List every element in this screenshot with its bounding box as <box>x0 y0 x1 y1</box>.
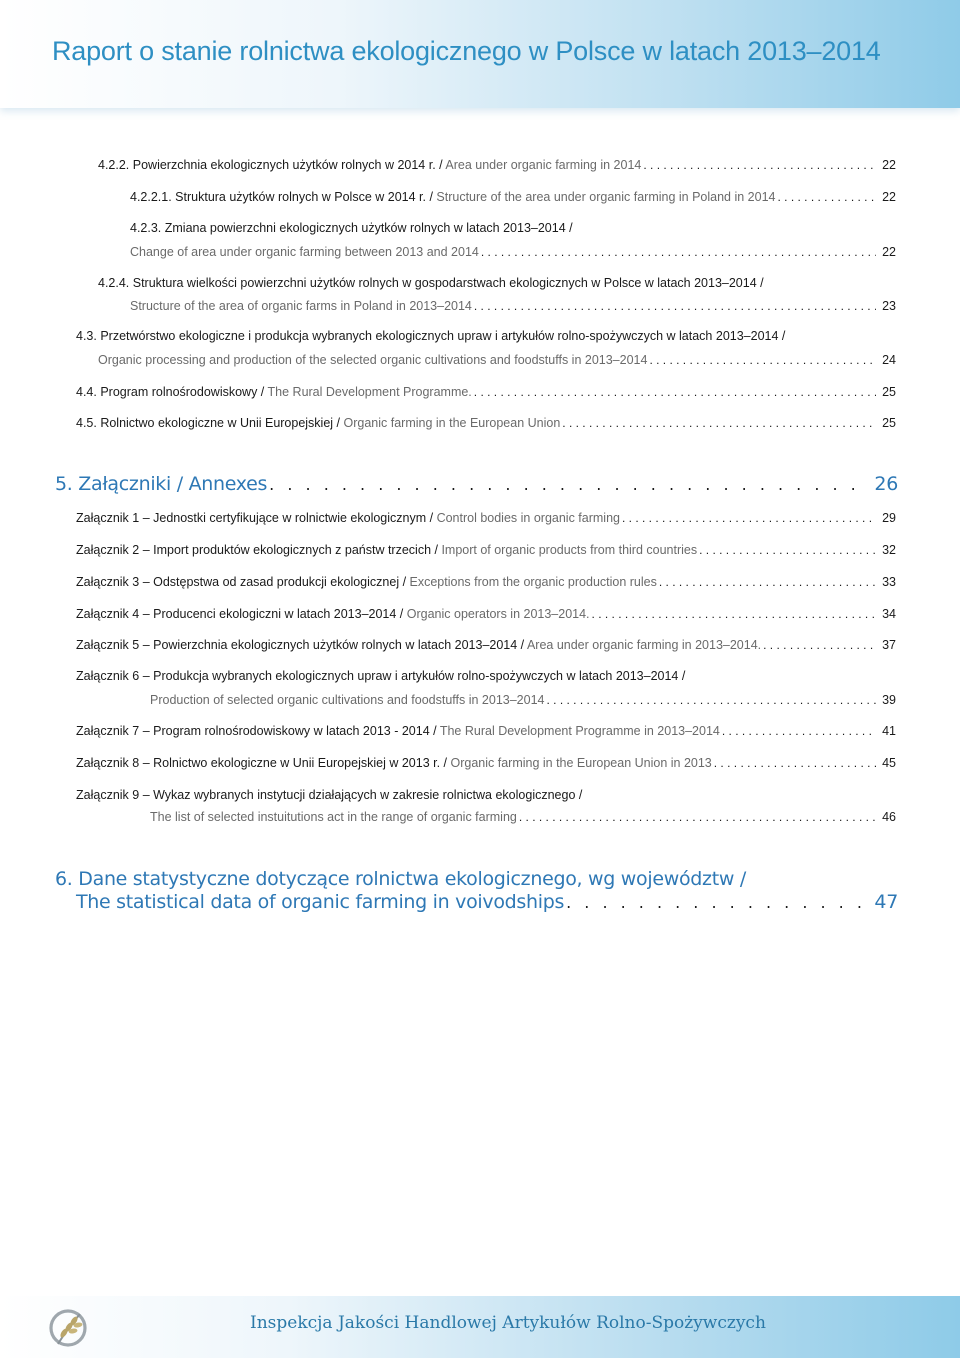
annex-entry-9-pl[interactable]: Załącznik 9 – Wykaz wybranych instytucji działających w zakresie rolnictwa ekologicznego / <box>76 788 583 802</box>
toc-page-number: 45 <box>882 756 896 770</box>
annex-entry-5[interactable] <box>76 638 896 652</box>
toc-entry-en: The Rural Development Programme. <box>267 385 472 399</box>
dot-leader <box>474 299 876 313</box>
toc-page-number: 22 <box>882 190 896 204</box>
toc-entry-pl: 4.2.2. Powierzchnia ekologicznych użytków rolnych w 2014 r. / <box>98 158 446 172</box>
annex-pl: Załącznik 3 – Odstępstwa od zasad produkcji ekologicznej / <box>76 575 410 589</box>
dot-leader <box>562 416 876 430</box>
toc-entry-pl: 4.4. Program rolnośrodowiskowy / <box>76 385 268 399</box>
annex-pl: Załącznik 5 – Powierzchnia ekologicznych użytków rolnych w latach 2013–2014 / <box>76 638 527 652</box>
toc-page-number: 22 <box>882 245 896 259</box>
dot-leader <box>649 353 876 367</box>
annex-en: The list of selected instuitutions act in the range of organic farming <box>150 810 517 824</box>
annex-label <box>76 575 657 589</box>
annex-entry-2[interactable] <box>76 543 896 557</box>
page-footer <box>0 1296 960 1358</box>
page-title: Raport o stanie rolnictwa ekologicznego w Polsce w latach 2013–2014 <box>52 36 881 66</box>
dot-leader <box>659 575 876 589</box>
toc-page-number: 25 <box>882 416 896 430</box>
toc-entry-en: Structure of the area of organic farms in Poland in 2013–2014 <box>130 299 472 313</box>
toc-page-number: 46 <box>882 810 896 824</box>
wheat-logo-icon <box>44 1304 92 1352</box>
toc-entry-4-3[interactable] <box>98 353 896 367</box>
annex-en: Exceptions from the organic production rules <box>409 575 657 589</box>
annex-entry-6-pl[interactable]: Załącznik 6 – Produkcja wybranych ekologicznych upraw i artykułów rolno-spożywczych w latach 2013–2014 / <box>76 669 686 683</box>
dot-leader <box>778 190 877 204</box>
dot-leader <box>519 810 876 824</box>
annex-entry-6[interactable] <box>150 693 896 707</box>
annex-entry-1[interactable] <box>76 511 896 525</box>
dot-leader <box>763 638 876 652</box>
dot-leader <box>643 158 876 172</box>
dot-leader <box>592 607 877 621</box>
toc-page-number: 24 <box>882 353 896 367</box>
annex-entry-4[interactable] <box>76 607 896 621</box>
page-header <box>0 0 960 108</box>
section-heading-en: The statistical data of organic farming in voivodships <box>76 891 565 913</box>
toc-page-number: 33 <box>882 575 896 589</box>
toc-page-number: 23 <box>882 299 896 313</box>
dot-leader <box>622 511 876 525</box>
annex-label <box>76 511 620 525</box>
section-heading: 6. Dane statystyczne dotyczące rolnictwa ekologicznego, wg województw / <box>55 868 746 890</box>
annex-en: Organic farming in the European Union in 2013 <box>450 756 712 770</box>
annex-entry-3[interactable] <box>76 575 896 589</box>
toc-page-number: 34 <box>882 607 896 621</box>
annex-entry-8[interactable] <box>76 756 896 770</box>
toc-entry-pl: 4.2.2.1. Struktura użytków rolnych w Polsce w 2014 r. / <box>130 190 437 204</box>
toc-entry-label <box>130 190 776 204</box>
toc-page-number: 22 <box>882 158 896 172</box>
toc-entry-pl: 4.5. Rolnictwo ekologiczne w Unii Europejskiej / <box>76 416 344 430</box>
dot-leader <box>714 756 876 770</box>
annex-entry-7[interactable] <box>76 724 896 738</box>
toc-page-number: 25 <box>882 385 896 399</box>
section-heading: 5. Załączniki / Annexes <box>55 473 268 495</box>
annex-label <box>76 543 697 557</box>
dot-leader <box>474 385 876 399</box>
annex-en: The Rural Development Programme in 2013–2014 <box>439 724 720 738</box>
footer-institution: Inspekcja Jakości Handlowej Artykułów Rolno-Spożywczych <box>250 1313 766 1333</box>
annex-label <box>76 756 712 770</box>
annex-label <box>76 724 720 738</box>
toc-entry-label <box>76 385 472 399</box>
annex-pl: Załącznik 1 – Jednostki certyfikujące w rolnictwie ekologicznym / <box>76 511 437 525</box>
toc-entry-4-3-pl[interactable]: 4.3. Przetwórstwo ekologiczne i produkcja wybranych ekologicznych upraw i artykułów rolno-spożywczych w latach 2013–2014 / <box>76 329 786 343</box>
annex-pl: Załącznik 4 – Producenci ekologiczni w latach 2013–2014 / <box>76 607 407 621</box>
toc-entry-en: Organic farming in the European Union <box>343 416 561 430</box>
toc-entry-4-4[interactable] <box>76 385 896 399</box>
annex-pl: Załącznik 2 – Import produktów ekologicznych z państw trzecich / <box>76 543 442 557</box>
toc-page-number: 47 <box>874 891 898 913</box>
toc-entry-en: Organic processing and production of the selected organic cultivations and foodstuffs in 2013–2014 <box>98 353 648 367</box>
toc-entry-en: Area under organic farming in 2014 <box>445 158 642 172</box>
toc-entry-4-2-3[interactable] <box>130 245 896 259</box>
toc-page-number: 39 <box>882 693 896 707</box>
annex-en: Production of selected organic cultivations and foodstuffs in 2013–2014 <box>150 693 545 707</box>
toc-entry-en: Structure of the area under organic farming in Poland in 2014 <box>436 190 776 204</box>
toc-entry-4-2-4[interactable] <box>130 299 896 313</box>
annex-label <box>76 607 590 621</box>
dot-leader <box>269 475 868 494</box>
annex-en: Import of organic products from third countries <box>441 543 698 557</box>
toc-entry-label <box>98 158 641 172</box>
dot-leader <box>546 693 876 707</box>
toc-section-5[interactable] <box>55 473 898 495</box>
dot-leader <box>699 543 876 557</box>
toc-entry-4-2-2-1[interactable] <box>130 190 896 204</box>
annex-entry-9[interactable] <box>150 810 896 824</box>
annex-en: Control bodies in organic farming <box>436 511 620 525</box>
dot-leader <box>722 724 876 738</box>
toc-entry-4-2-3-pl[interactable]: 4.2.3. Zmiana powierzchni ekologicznych użytków rolnych w latach 2013–2014 / <box>130 221 573 235</box>
toc-page-number: 29 <box>882 511 896 525</box>
toc-section-6-pl[interactable] <box>55 868 746 890</box>
annex-en: Organic operators in 2013–2014. <box>406 607 590 621</box>
toc-entry-label <box>76 416 560 430</box>
dot-leader <box>566 893 868 912</box>
toc-page-number: 32 <box>882 543 896 557</box>
toc-page-number: 37 <box>882 638 896 652</box>
toc-entry-4-5[interactable] <box>76 416 896 430</box>
annex-pl: Załącznik 8 – Rolnictwo ekologiczne w Unii Europejskiej w 2013 r. / <box>76 756 451 770</box>
toc-section-6[interactable] <box>76 891 898 913</box>
dot-leader <box>481 245 876 259</box>
toc-entry-4-2-4-pl[interactable]: 4.2.4. Struktura wielkości powierzchni użytków rolnych w gospodarstwach ekologicznych w Polsce w latach 2013–2014 / <box>98 276 764 290</box>
toc-page-number: 41 <box>882 724 896 738</box>
toc-page-number: 26 <box>874 473 898 495</box>
toc-entry-4-2-2[interactable] <box>98 158 896 172</box>
toc-entry-en: Change of area under organic farming between 2013 and 2014 <box>130 245 479 259</box>
annex-en: Area under organic farming in 2013–2014. <box>526 638 762 652</box>
annex-label <box>76 638 761 652</box>
annex-pl: Załącznik 7 – Program rolnośrodowiskowy w latach 2013 - 2014 / <box>76 724 440 738</box>
